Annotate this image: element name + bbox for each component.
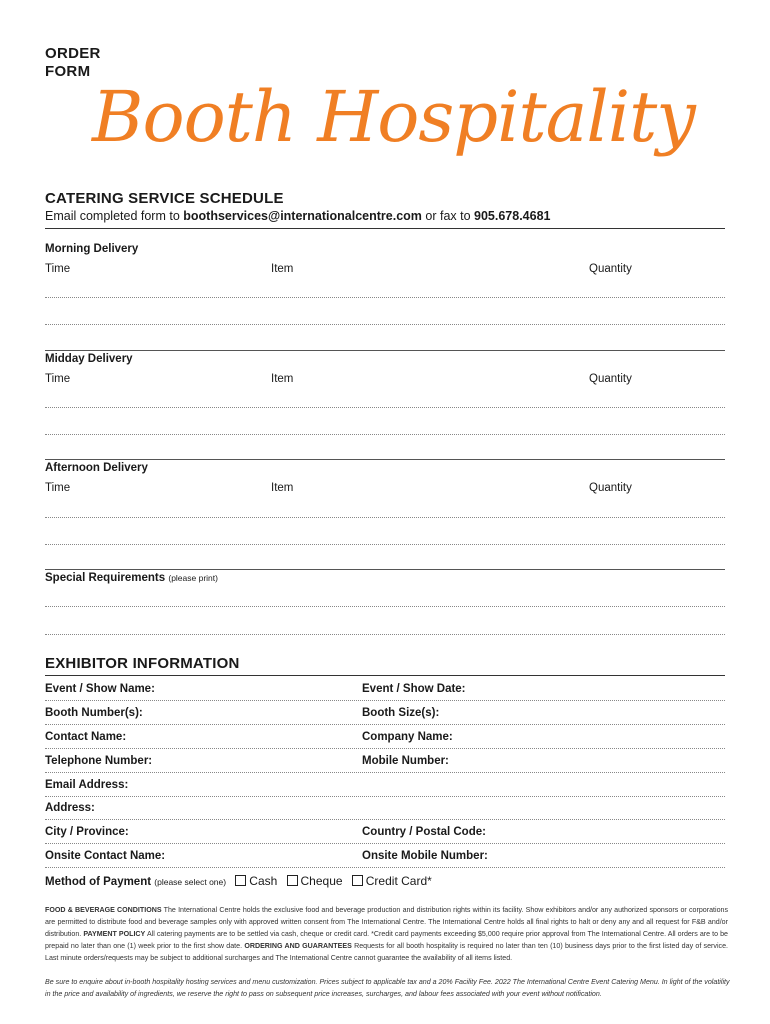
city-label: City / Province: [45, 826, 129, 838]
cheque-option-label: Cheque [300, 874, 343, 888]
terms-conditions: FOOD & BEVERAGE CONDITIONS The International Centre holds the exclusive food and beverage production and distribution rights within its facility. Show exhibitors and/or any authorized sponsors or corporations are permitted to distribute food and beverage samples only with approved written consent from The International Centre. The International Centre holds all final rights to halt or deny any and all request for F&B and/or distribution. PAYMENT POLICY All catering payments are to be settled via cash, cheque or credit card. *Credit card payments exceeding $5,000 require prior approval from The International Centre. All orders are to be prepaid no later than one (1) week prior to the first show date. ORDERING AND GUARANTEES Requests for all booth hospitality is required no later than ten (10) business days prior to the first listed day of service. Last minute orders/requests may be subject to additional surcharges and The International Centre cannot guarantee the availability of all items listed. [45, 906, 729, 962]
col-time: Time [45, 263, 71, 275]
city-row-line[interactable] [45, 843, 725, 844]
divider [45, 350, 725, 351]
booth-hospitality-title: Booth Hospitality [92, 76, 695, 158]
contact-row-line[interactable] [45, 748, 725, 749]
special-requirements-label: Special Requirements (please print) [45, 572, 218, 584]
col-item: Item [271, 482, 294, 494]
afternoon-line-2[interactable] [45, 544, 725, 545]
col-time: Time [45, 482, 71, 494]
email-row-line[interactable] [45, 796, 725, 797]
morning-delivery-label: Morning Delivery [45, 243, 139, 255]
afternoon-delivery-label: Afternoon Delivery [45, 462, 148, 474]
credit-card-option-label: Credit Card* [365, 874, 432, 888]
col-quantity: Quantity [589, 373, 632, 385]
afternoon-line-1[interactable] [45, 517, 725, 518]
col-quantity: Quantity [589, 482, 632, 494]
event-row-line[interactable] [45, 700, 725, 701]
fax-number: 905.678.4681 [474, 209, 551, 223]
col-time: Time [45, 373, 71, 385]
event-date-label: Event / Show Date: [362, 683, 466, 695]
address-row-line[interactable] [45, 819, 725, 820]
telephone-label: Telephone Number: [45, 755, 153, 767]
catering-schedule-title: CATERING SERVICE SCHEDULE [45, 190, 284, 207]
contact-name-label: Contact Name: [45, 731, 127, 743]
country-label: Country / Postal Code: [362, 826, 486, 838]
cash-option-label: Cash [249, 874, 278, 888]
col-quantity: Quantity [589, 263, 632, 275]
special-line-1[interactable] [45, 606, 725, 607]
telephone-row-line[interactable] [45, 772, 725, 773]
event-name-label: Event / Show Name: [45, 683, 155, 695]
col-item: Item [271, 263, 294, 275]
order-form-label: ORDER FORM [45, 45, 101, 80]
divider [45, 459, 725, 460]
col-item: Item [271, 373, 294, 385]
onsite-mobile-label: Onsite Mobile Number: [362, 850, 488, 862]
section-rule [45, 675, 725, 676]
address-label: Address: [45, 802, 95, 814]
booth-row-line[interactable] [45, 724, 725, 725]
company-name-label: Company Name: [362, 731, 453, 743]
midday-line-1[interactable] [45, 407, 725, 408]
divider [45, 569, 725, 570]
onsite-row-line[interactable] [45, 867, 725, 868]
cash-checkbox[interactable] [235, 875, 246, 886]
credit-card-checkbox[interactable] [352, 875, 363, 886]
special-line-2[interactable] [45, 634, 725, 635]
email-instruction: Email completed form to boothservices@internationalcentre.com or fax to 905.678.4681 [45, 209, 551, 223]
booth-sizes-label: Booth Size(s): [362, 707, 440, 719]
exhibitor-info-title: EXHIBITOR INFORMATION [45, 655, 240, 672]
morning-line-1[interactable] [45, 297, 725, 298]
booth-numbers-label: Booth Number(s): [45, 707, 143, 719]
cheque-checkbox[interactable] [287, 875, 298, 886]
section-rule [45, 228, 725, 229]
email-link[interactable]: boothservices@internationalcentre.com [183, 209, 422, 223]
onsite-contact-label: Onsite Contact Name: [45, 850, 166, 862]
midday-line-2[interactable] [45, 434, 725, 435]
payment-method: Method of Payment (please select one) Cash Cheque Credit Card* [45, 874, 432, 888]
morning-line-2[interactable] [45, 324, 725, 325]
pricing-note: Be sure to enquire about in-booth hospitality hosting services and menu customization. Prices subject to applicable tax and a 20% Facility Fee. 2022 The International Centre Event Catering Menu. In light of the volatility in the price and availability of ingredients, we reserve the right to pass on subsequent price increases, surcharges, and labour fees associated with your event without notification. [45, 978, 730, 998]
mobile-label: Mobile Number: [362, 755, 449, 767]
midday-delivery-label: Midday Delivery [45, 353, 133, 365]
email-address-label: Email Address: [45, 779, 129, 791]
